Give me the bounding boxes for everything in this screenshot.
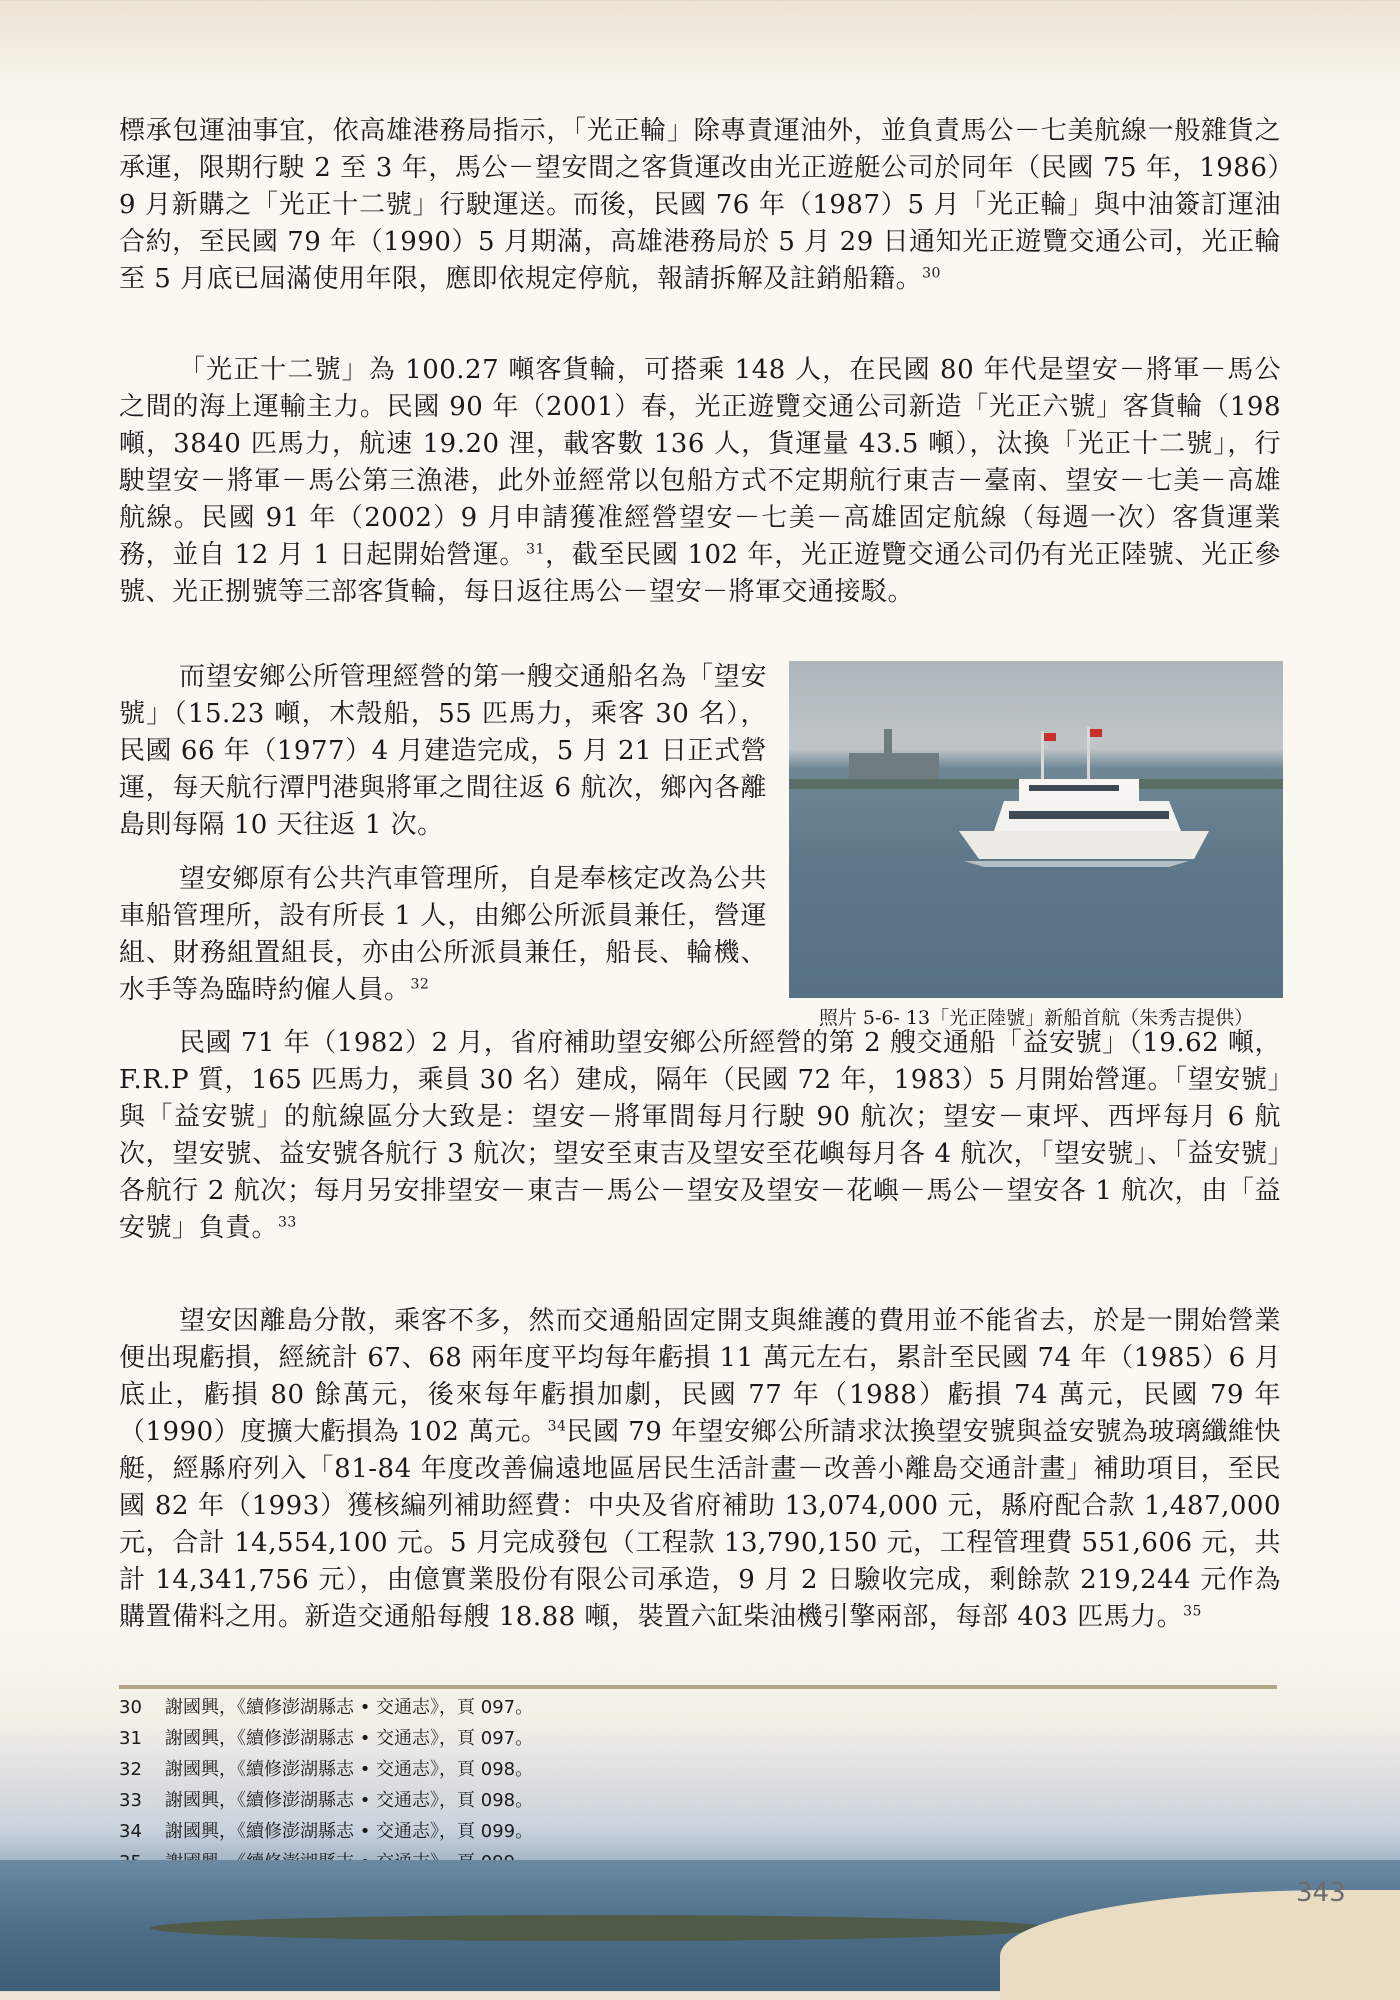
ferry-photo <box>789 661 1283 998</box>
footnote-text: 謝國興，《續修澎湖縣志 • 交通志》，頁 099。 <box>165 1821 534 1842</box>
footnote-text: 謝國興，《續修澎湖縣志 • 交通志》，頁 098。 <box>165 1759 534 1780</box>
footnote-number: 30 <box>119 1697 142 1718</box>
footnote-text: 謝國興，《續修澎湖縣志 • 交通志》，頁 097。 <box>165 1697 534 1718</box>
paragraph-text: 望安鄉原有公共汽車管理所，自是奉核定改為公共車船管理所，設有所長 1 人，由鄉公所派員兼任，營運組、財務組置組長，亦由公所派員兼任，船長、輪機、水手等為臨時約僱人員。 <box>119 864 767 1005</box>
paragraph-text: 「光正十二號」為 100.27 噸客貨輪，可搭乘 148 人，在民國 80 年代是望安－將軍－馬公之間的海上運輸主力。民國 90 年（2001）春，光正遊覽交通公司新造「光正六號」客貨輪（198 噸，3840 匹馬力，航速 19.20 浬，載客數 136 人，貨運量 43.5 噸），汰換「光正十二號」，行駛望安－將軍－馬公第三漁港，此外並經常以包船方式不定期航行東吉－臺南、望安－七美－高雄航線。民國 91 年（2002）9 月申請獲准經營望安－七美－高雄固定航線（每週一次）客貨運業務，並自 12 月 1 日起開始營運。 <box>119 355 1281 570</box>
body-paragraph-1 <box>119 113 1281 298</box>
body-paragraph-3 <box>119 659 767 844</box>
footnote-ref[interactable]: 30 <box>922 265 941 282</box>
paragraph-text: 標承包運油事宜，依高雄港務局指示，「光正輪」除專責運油外，並負責馬公－七美航線一般雜貨之承運，限期行駛 2 至 3 年，馬公－望安間之客貨運改由光正遊艇公司於同年（民國 75 年，1986）9 月新購之「光正十二號」行駛運送。而後，民國 76 年（1987）5 月「光正輪」與中油簽訂運油合約，至民國 79 年（1990）5 月期滿，高雄港務局於 5 月 29 日通知光正遊覽交通公司，光正輪至 5 月底已屆滿使用年限，應即依規定停航，報請拆解及註銷船籍。 <box>119 116 1281 294</box>
footnote-ref[interactable]: 35 <box>1183 1603 1202 1620</box>
paragraph-text: ，截至民國 102 年，光正遊覽交通公司仍有光正陸號、光正參號、光正捌號等三部客貨輪，每日返往馬公－望安－將軍交通接駁。 <box>119 540 1282 607</box>
shore-rocks <box>150 1915 1050 1941</box>
footnote-item <box>119 1694 533 1722</box>
footnote-number: 33 <box>119 1790 142 1811</box>
footnote-item <box>119 1787 533 1815</box>
footnote-number: 32 <box>119 1759 142 1780</box>
paragraph-text: 民國 79 年望安鄉公所請求汰換望安號與益安號為玻璃纖維快艇，經縣府列入「81-84 年度改善偏遠地區居民生活計畫－改善小離島交通計畫」補助項目，至民國 82 年（1993）獲核編列補助經費：中央及省府補助 13,074,000 元，縣府配合款 1,487,000 元，合計 14,554,100 元。5 月完成發包（工程款 13,790,150 元，工程管理費 551,606 元，共計 14,341,756 元），由億實業股份有限公司承造，9 月 2 日驗收完成，剩餘款 219,244 元作為購置備料之用。新造交通船每艘 18.88 噸，裝置六缸柴油機引擎兩部，每部 403 匹馬力。 <box>119 1417 1281 1632</box>
body-paragraph-6 <box>119 1303 1281 1636</box>
footnote-text: 謝國興，《續修澎湖縣志 • 交通志》，頁 098。 <box>165 1790 534 1811</box>
footnote-ref[interactable]: 33 <box>278 1214 297 1231</box>
footnote-item <box>119 1725 533 1753</box>
footnote-number: 34 <box>119 1821 142 1842</box>
page-number: 343 <box>1296 1878 1346 1908</box>
footnote-ref[interactable]: 32 <box>410 976 430 993</box>
footnote-ref[interactable]: 34 <box>547 1418 567 1435</box>
body-paragraph-2 <box>119 352 1281 611</box>
body-paragraph-5 <box>119 1025 1281 1247</box>
footnote-item <box>119 1818 533 1846</box>
paragraph-text: 望安因離島分散，乘客不多，然而交通船固定開支與維護的費用並不能省去，於是一開始營業便出現虧損，經統計 67、68 兩年度平均每年虧損 11 萬元左右，累計至民國 74 年（1985）6 月底止，虧損 80 餘萬元，後來每年虧損加劇，民國 77 年（1988）虧損 74 萬元，民國 79 年（1990）度擴大虧損為 102 萬元。 <box>119 1306 1281 1447</box>
footnote-text: 謝國興，《續修澎湖縣志 • 交通志》，頁 097。 <box>165 1728 534 1749</box>
footnote-number: 31 <box>119 1728 142 1749</box>
footnote-divider <box>119 1685 1277 1689</box>
footnote-item <box>119 1756 533 1784</box>
footnote-ref[interactable]: 31 <box>526 541 545 558</box>
paragraph-text: 而望安鄉公所管理經營的第一艘交通船名為「望安號」（15.23 噸，木殼船，55 匹馬力，乘客 30 名），民國 66 年（1977）4 月建造完成，5 月 21 日正式營運，每天航行潭門港與將軍之間往返 6 航次，鄉內各離島則每隔 10 天往返 1 次。 <box>119 662 767 840</box>
paragraph-text: 民國 71 年（1982）2 月，省府補助望安鄉公所經營的第 2 艘交通船「益安號」（19.62 噸，F.R.P 質，165 匹馬力，乘員 30 名）建成，隔年（民國 72 年，1983）5 月開始營運。「望安號」與「益安號」的航線區分大致是：望安－將軍間每月行駛 90 航次；望安－東坪、西坪每月 6 航次，望安號、益安號各航行 3 航次；望安至東吉及望安至花嶼每月各 4 航次，「望安號」、「益安號」各航行 2 航次；每月另安排望安－東吉－馬公－望安及望安－花嶼－馬公－望安各 1 航次，由「益安號」負責。 <box>119 1028 1281 1243</box>
photo-caption: 照片 5-6- 13「光正陸號」新船首航（朱秀吉提供） <box>818 1007 1254 1029</box>
body-paragraph-4 <box>119 861 767 1009</box>
ferry-illustration <box>789 661 1283 998</box>
